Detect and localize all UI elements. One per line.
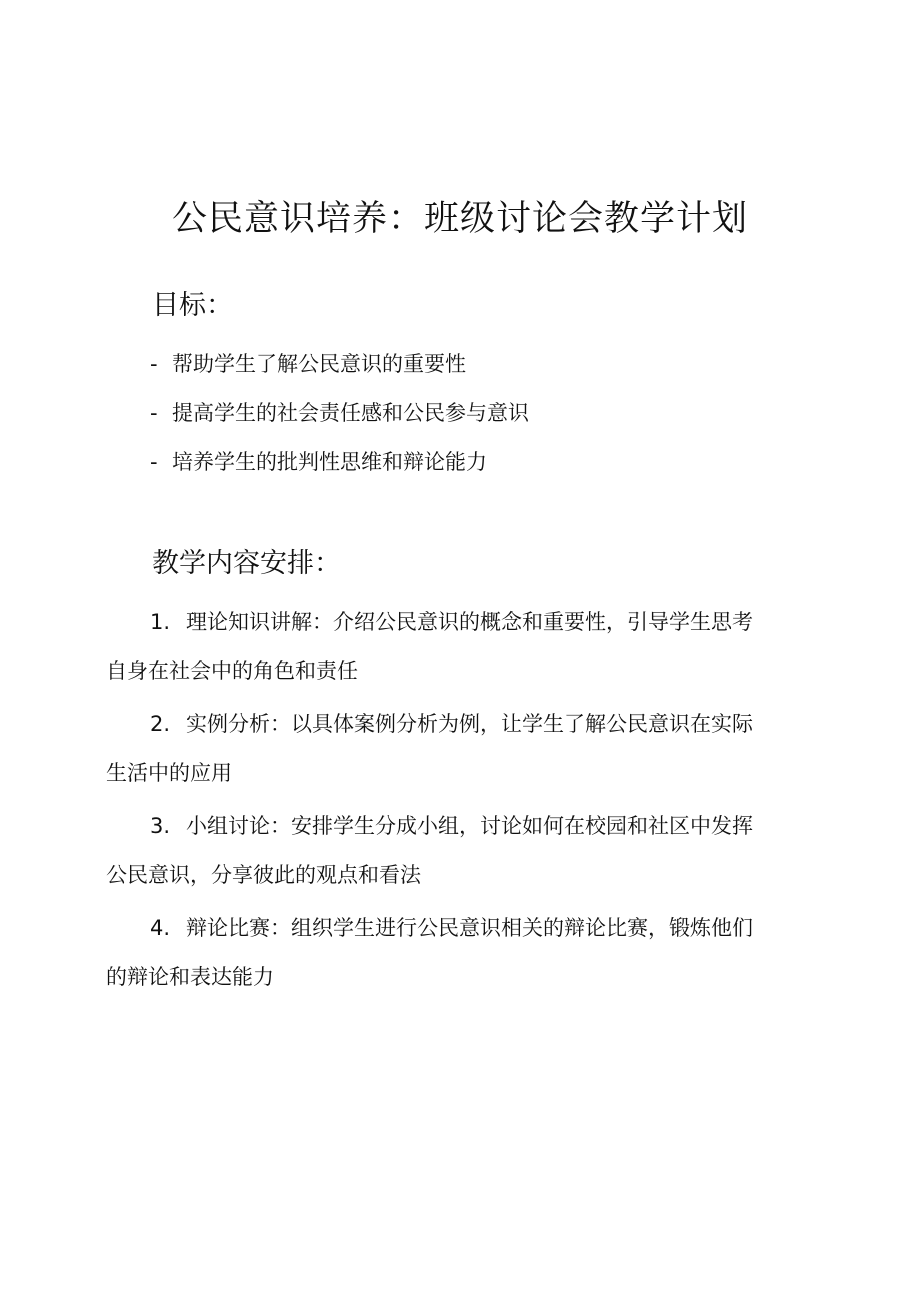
plan-item-number: 4.: [150, 916, 171, 940]
plan-item-text: 辩论比赛：组织学生进行公民意识相关的辩论比赛，锻炼他们: [186, 916, 753, 940]
dash-bullet: -: [150, 352, 158, 376]
plan-list: [106, 598, 806, 1006]
plan-item-first-line: [106, 598, 806, 647]
plan-item-continuation: 生活中的应用: [106, 761, 232, 785]
goal-text: 提高学生的社会责任感和公民参与意识: [172, 401, 529, 425]
goals-list: [150, 340, 529, 487]
plan-item-first-line: [106, 904, 806, 953]
plan-item-first-line: [106, 700, 806, 749]
plan-item: [106, 598, 806, 696]
plan-item: [106, 802, 806, 900]
plan-item-number: 3.: [150, 814, 171, 838]
plan-item-text: 实例分析：以具体案例分析为例，让学生了解公民意识在实际: [186, 712, 753, 736]
plan-item-first-line: [106, 802, 806, 851]
plan-item-number: 2.: [150, 712, 171, 736]
plan-item-continuation: 公民意识，分享彼此的观点和看法: [106, 863, 421, 887]
plan-item-text: 理论知识讲解：介绍公民意识的概念和重要性，引导学生思考: [186, 610, 753, 634]
dash-bullet: -: [150, 401, 158, 425]
goal-item: [150, 438, 529, 487]
content-heading: 教学内容安排：: [152, 548, 341, 579]
plan-item-text: 小组讨论：安排学生分成小组，讨论如何在校园和社区中发挥: [186, 814, 753, 838]
goal-item: [150, 389, 529, 438]
plan-item-number: 1.: [150, 610, 171, 634]
plan-item-continuation: 的辩论和表达能力: [106, 965, 274, 989]
goal-text: 培养学生的批判性思维和辩论能力: [172, 450, 487, 474]
plan-item: [106, 700, 806, 798]
goal-item: [150, 340, 529, 389]
goal-text: 帮助学生了解公民意识的重要性: [172, 352, 466, 376]
goals-heading: 目标：: [152, 290, 233, 321]
dash-bullet: -: [150, 450, 158, 474]
page-title: 公民意识培养：班级讨论会教学计划: [171, 199, 748, 240]
plan-item-continuation: 自身在社会中的角色和责任: [106, 659, 358, 683]
plan-item: [106, 904, 806, 1002]
